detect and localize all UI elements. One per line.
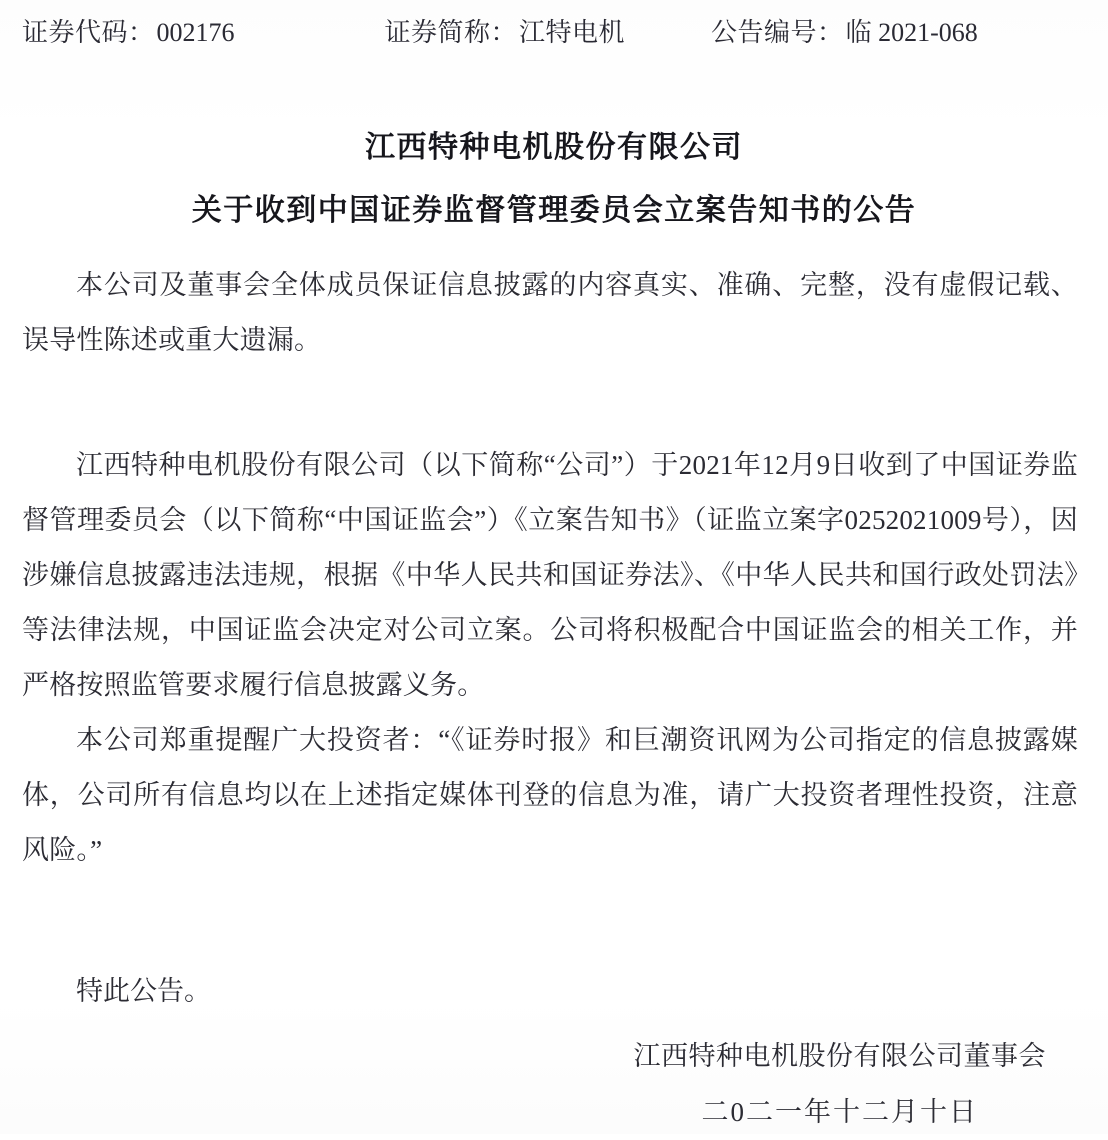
closing-note: 特此公告。 xyxy=(76,976,211,1006)
notice-number-value: 临 2021-068 xyxy=(845,18,978,47)
security-code-label: 证券代码： xyxy=(22,18,155,47)
announcement-subject-title: 关于收到中国证券监督管理委员会立案告知书的公告 xyxy=(191,193,917,227)
company-name-title: 江西特种电机股份有限公司 xyxy=(365,131,743,164)
security-code-value: 002176 xyxy=(156,18,235,47)
signature-date: 二0二一年十二月十日 xyxy=(701,1097,978,1127)
disclaimer-paragraph: 本公司及董事会全体成员保证信息披露的内容真实、准确、完整，没有虚假记载、误导性陈述或重大遗漏。 xyxy=(22,270,1078,355)
document-title-block xyxy=(0,128,1108,231)
signature-company: 江西特种电机股份有限公司董事会 xyxy=(633,1041,1046,1071)
notice-number-field xyxy=(711,12,978,49)
security-abbr-label: 证券简称： xyxy=(384,18,518,47)
security-abbr-field xyxy=(385,12,626,49)
signature-block xyxy=(634,1028,1047,1140)
security-abbr-value: 江特电机 xyxy=(519,18,626,47)
paragraph-spacer-1 xyxy=(22,368,1078,438)
body-paragraph-1: 江西特种电机股份有限公司（以下简称“公司”）于2021年12月9日收到了中国证券监督管理委员会（以下简称“中国证监会”）《立案告知书》（证监立案字0252021009号），因涉嫌信息披露违法违规，根据《中华人民共和国证券法》、《中华人民共和国行政处罚法》等法律法规，中国证监会决定对公司立案。公司将积极配合中国证监会的相关工作，并严格按照监管要求履行信息披露义务。 xyxy=(22,450,1078,700)
body-paragraph-2: 本公司郑重提醒广大投资者：“《证券时报》和巨潮资讯网为公司指定的信息披露媒体，公司所有信息均以在上述指定媒体刊登的信息为准，请广大投资者理性投资，注意风险。” xyxy=(22,725,1078,865)
security-code-field xyxy=(22,12,235,49)
notice-number-label: 公告编号： xyxy=(711,18,844,47)
document-body xyxy=(22,258,1078,878)
document-header xyxy=(22,12,1088,52)
